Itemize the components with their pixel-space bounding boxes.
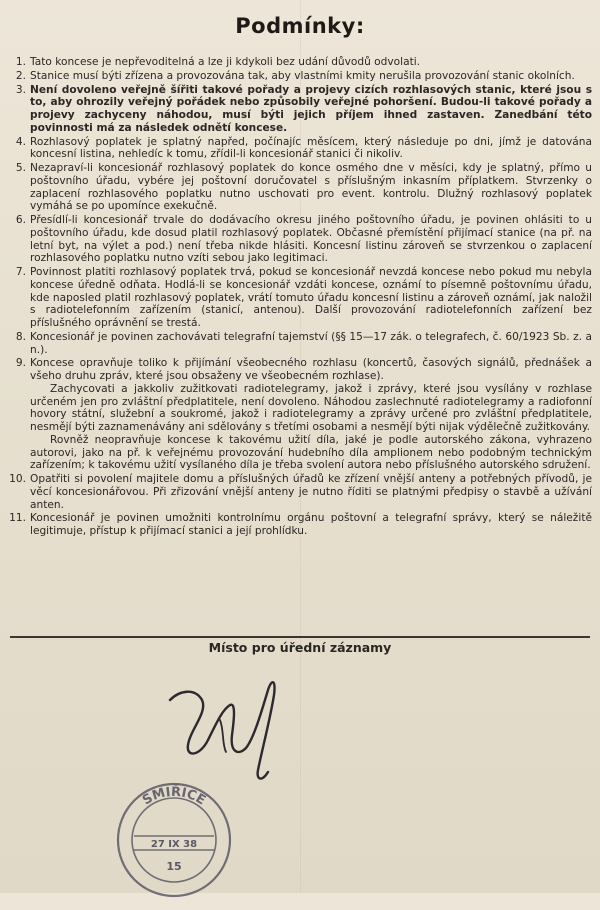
condition-text: Přesídlí-li koncesionář trvale do dodávacího okresu jiného poštovního úřadu, je povinen ohlásiti to u poštovního úřadu, kde dosud platil rozhlasový poplatek. Občasné přemístění přijímací stanice (na př. na letní byt, na výlet a pod.) není třeba nikde hlásiti. Koncesní listinu zároveň se stvrzenkou o zaplacení rozhlasového poplatku nutno vzíti sebou jako legitimaci. [30,214,592,265]
stamp-place: SMIŘICE [140,784,209,809]
condition-text: Tato koncese je nepřevoditelná a lze ji kdykoli bez udání důvodů odvolati. [30,56,421,68]
condition-text: Opatřiti si povolení majitele domu a příslušných úřadů ke zřízení vnější anteny a potřebných přívodů, je věcí koncesionářovou. Při zřizování vnější anteny je nutno říditi se platnými předpisy o stavbě a užívání anten. [30,473,592,511]
condition-text: Není dovoleno veřejně šířiti takové pořady a projevy cizích rozhlasových stanic, které jsou s to, aby ohrozily veřejný pořádek nebo způsobily veřejné pohoršení. Budou-li takové pořady a projevy zachyceny náhodou, musí býti jejich příjem ihned zastaven. Zanedbání této povinnosti má za následek odnětí koncese. [30,83,592,134]
section-divider [10,636,590,638]
condition-number: 11. [9,512,26,525]
condition-subparagraph [6,383,592,434]
svg-text:SMIŘICE [140,784,208,809]
conditions-list [6,56,592,538]
condition-number: 2. [15,69,26,82]
condition-text: Koncese opravňuje toliko k přijímání všeobecného rozhlasu (koncertů, časových signálů, přednášek a všeho druhu zpráv, které jsou obsaženy ve všeobecném rozhlase). [30,357,592,382]
condition-item [6,512,592,538]
condition-subparagraph [6,434,592,472]
condition-text: Koncesionář je povinen umožniti kontrolnímu orgánu poštovní a telegrafní správy, který se náležitě legitimuje, přístup k přijímací stanici a její prohlídku. [30,512,592,537]
condition-item [6,70,592,83]
condition-item [6,331,592,357]
condition-number: 5. [15,162,26,174]
condition-item [6,214,592,265]
condition-item [6,56,592,69]
condition-item [6,162,592,213]
stamp-date: 27 IX 38 [150,839,198,850]
condition-number [6,383,30,434]
condition-number: 4. [15,135,26,148]
condition-item [6,136,592,162]
condition-number: 3. [15,83,26,96]
condition-number: 10. [9,473,26,485]
condition-item [6,84,592,135]
condition-number: 1. [15,56,26,68]
condition-text: Koncesionář je povinen zachovávati telegrafní tajemství (§§ 15—17 zák. o telegrafech, č. 60/1923 Sb. z. a n.). [30,330,592,356]
condition-text: Stanice musí býti zřízena a provozována tak, aby vlastními kmity nerušila provozování stanic okolních. [30,69,575,82]
condition-text: Rovněž neopravňuje koncese k takovému užití díla, jaké je podle autorského zákona, vyhrazeno autorovi, jako na př. k veřejnému provozování hudebního díla amplionem nebo podobným technickým zařízením; k takovému užití vysílaného díla je třeba svolení autora nebo příslušného autorského sdružení. [30,433,592,472]
stamp-side: 15 [166,860,182,873]
official-records-heading: Místo pro úřední záznamy [208,640,392,655]
condition-number: 9. [15,357,26,370]
condition-text: Rozhlasový poplatek je splatný napřed, počínajíc měsícem, který následuje po dni, jímž je datována koncesní listina, nehledíc k tomu, zřídil-li koncesionář stanici či nikoliv. [30,135,592,161]
condition-item [6,473,592,511]
condition-number: 8. [15,330,26,343]
condition-text: Zachycovati a jakkoliv zužitkovati radiotelegramy, jakož i zprávy, které jsou vysílány v rozhlase určeném jen pro zvláštní předplatitele, není dovoleno. Náhodou zaslechnuté radiotelegramy a radiofonní hovory státní, služební a soukromé, jakož i radiotelegramy a zprávy určené pro zvláštní předplatitele, nesmějí býti zaznamenávány ani sdělovány s třetími osobami a nesmějí býti nijak výdělečně zužitkovány. [30,382,592,433]
condition-number [6,434,30,472]
condition-text: Nezapraví-li koncesionář rozhlasový poplatek do konce osmého dne v měsíci, kdy je splatný, přímo u poštovního úřadu, vybére jej poštovní doručovatel s příslušným inkasním příplatkem. Stvrzenky o zaplacení rozhlasového poplatku nutno uschovati pro event. kontrolu. Dlužný rozhlasový poplatek vymáhá se po upomínce exekučně. [30,162,592,213]
condition-text: Povinnost platiti rozhlasový poplatek trvá, pokud se koncesionář nevzdá koncese nebo pokud mu nebyla koncese úředně odňata. Hodlá-li se koncesionář vzdáti koncese, oznámí to písemně poštovnímu úřadu, kde naposled platil rozhlasový poplatek, vrátí tomuto úřadu koncesní listinu a zároveň oznámí, jak naložil s radiotelefonním zařízením (stanicí, antenou). Další provozování radiotelefonních zařízení bez příslušného oprávnění se trestá. [30,266,592,329]
condition-number: 6. [15,214,26,226]
postmark-stamp [104,770,244,910]
condition-item [6,357,592,383]
condition-item [6,266,592,330]
condition-number: 7. [15,266,26,278]
page-title: Podmínky: [235,14,365,38]
